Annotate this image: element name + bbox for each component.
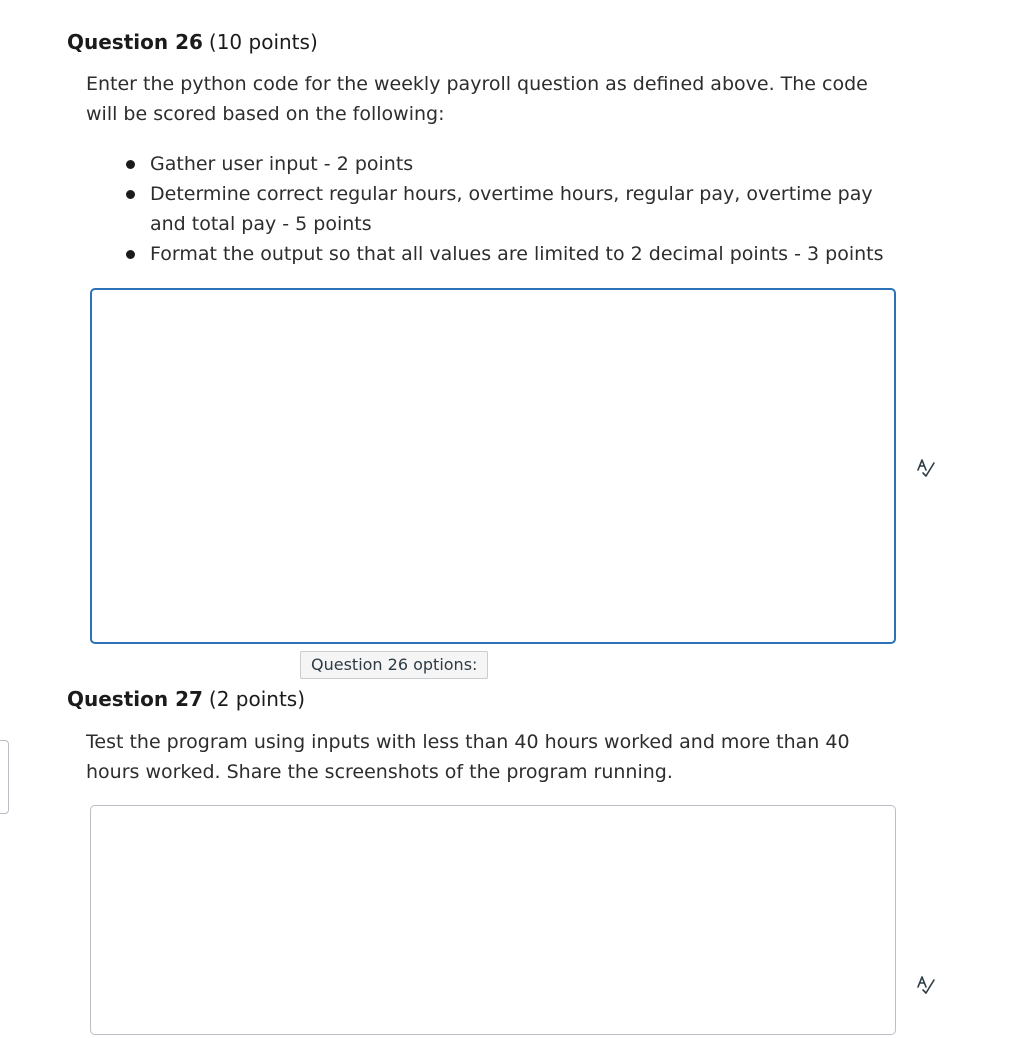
criteria-item — [124, 149, 894, 179]
spell-check-icon[interactable] — [914, 972, 938, 996]
question-26-title: Question 26 — [67, 30, 203, 54]
question-26-prompt: Enter the python code for the weekly payroll question as defined above. The code will be scored based on the following: — [86, 73, 868, 125]
question-27-title: Question 27 — [67, 687, 203, 711]
question-27-points: (2 points) — [208, 687, 306, 711]
question-27-answer-input[interactable] — [91, 806, 895, 1034]
question-27-prompt: Test the program using inputs with less than 40 hours worked and more than 40 hours worked. Share the screenshots of the program running. — [86, 731, 850, 783]
question-26-points: (10 points) — [208, 30, 318, 54]
criteria-item-label: Determine correct regular hours, overtime hours, regular pay, overtime pay and total pay - 5 points — [150, 183, 873, 235]
question-27-answer-box[interactable] — [90, 805, 896, 1035]
bullet-icon — [126, 250, 135, 259]
spell-check-icon[interactable] — [914, 455, 938, 479]
question-26-answer-input[interactable] — [92, 290, 894, 642]
bullet-icon — [126, 160, 135, 169]
question-26-answer-box[interactable] — [90, 288, 896, 644]
criteria-item-label: Format the output so that all values are limited to 2 decimal points - 3 points — [150, 243, 884, 265]
criteria-item — [124, 179, 894, 239]
side-panel-tab[interactable] — [0, 740, 9, 814]
bullet-icon — [126, 190, 135, 199]
question-26-criteria-list — [124, 149, 894, 269]
criteria-item-label: Gather user input - 2 points — [150, 153, 414, 175]
question-27-header — [67, 687, 305, 711]
question-26-header — [67, 30, 318, 54]
criteria-item — [124, 239, 894, 269]
question-26-options-tooltip[interactable]: Question 26 options: — [300, 651, 488, 679]
